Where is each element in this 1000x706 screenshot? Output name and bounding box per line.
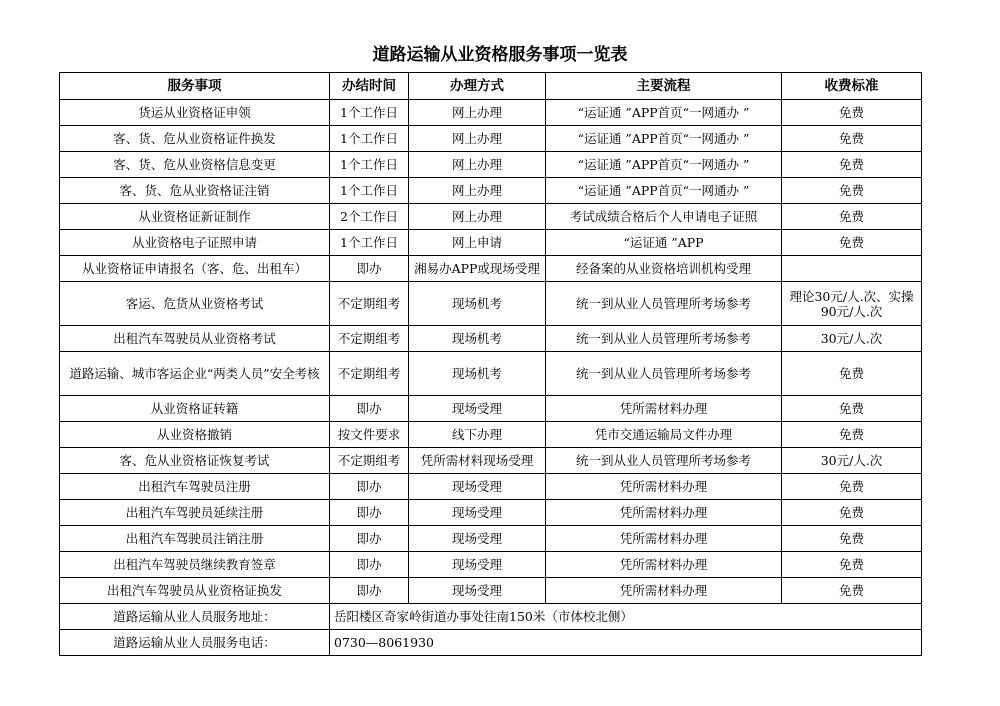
cell-process: 凭所需材料办理 xyxy=(546,578,782,604)
service-table xyxy=(59,72,922,656)
cell-fee: 30元/人.次 xyxy=(782,326,922,352)
cell-service: 出租汽车驾驶员注销注册 xyxy=(60,526,330,552)
table-row xyxy=(60,422,922,448)
cell-service: 从业资格电子证照申请 xyxy=(60,230,330,256)
cell-time: 1个工作日 xyxy=(330,178,409,204)
cell-service: 客、货、危从业资格信息变更 xyxy=(60,152,330,178)
address-value: 岳阳楼区奇家岭街道办事处往南150米（市体校北侧） xyxy=(330,604,922,630)
cell-process: 凭所需材料办理 xyxy=(546,552,782,578)
table-row xyxy=(60,552,922,578)
cell-fee: 免费 xyxy=(782,352,922,396)
cell-time: 不定期组考 xyxy=(330,282,409,326)
cell-fee: 免费 xyxy=(782,526,922,552)
cell-fee: 免费 xyxy=(782,230,922,256)
cell-service: 从业资格证转籍 xyxy=(60,396,330,422)
cell-process: 统一到从业人员管理所考场参考 xyxy=(546,448,782,474)
cell-service: 出租汽车驾驶员从业资格证换发 xyxy=(60,578,330,604)
cell-method: 现场受理 xyxy=(409,396,546,422)
cell-method: 网上办理 xyxy=(409,100,546,126)
cell-process: “运证通 ”APP首页“一网通办 ” xyxy=(546,152,782,178)
cell-method: 凭所需材料现场受理 xyxy=(409,448,546,474)
header-method: 办理方式 xyxy=(409,73,546,100)
cell-fee: 理论30元/人.次、实操90元/人.次 xyxy=(782,282,922,326)
table-row xyxy=(60,256,922,282)
cell-service: 从业资格证新证制作 xyxy=(60,204,330,230)
cell-time: 即办 xyxy=(330,526,409,552)
cell-service: 客、危从业资格证恢复考试 xyxy=(60,448,330,474)
cell-time: 不定期组考 xyxy=(330,352,409,396)
cell-fee: 免费 xyxy=(782,578,922,604)
table-row xyxy=(60,474,922,500)
cell-fee: 免费 xyxy=(782,152,922,178)
cell-service: 从业资格撤销 xyxy=(60,422,330,448)
cell-service: 出租汽车驾驶员继续教育签章 xyxy=(60,552,330,578)
table-row xyxy=(60,448,922,474)
cell-service: 货运从业资格证申领 xyxy=(60,100,330,126)
phone-row xyxy=(60,630,922,656)
cell-process: 凭所需材料办理 xyxy=(546,526,782,552)
cell-time: 按文件要求 xyxy=(330,422,409,448)
cell-service: 客、货、危从业资格证件换发 xyxy=(60,126,330,152)
cell-process: “运证通 ”APP首页“一网通办 ” xyxy=(546,126,782,152)
cell-method: 网上办理 xyxy=(409,178,546,204)
table-row xyxy=(60,326,922,352)
header-process: 主要流程 xyxy=(546,73,782,100)
table-row xyxy=(60,204,922,230)
phone-label: 道路运输从业人员服务电话： xyxy=(60,630,330,656)
cell-service: 客、货、危从业资格证注销 xyxy=(60,178,330,204)
table-row xyxy=(60,126,922,152)
cell-service: 道路运输、城市客运企业“两类人员”安全考核 xyxy=(60,352,330,396)
cell-time: 2个工作日 xyxy=(330,204,409,230)
cell-process: 统一到从业人员管理所考场参考 xyxy=(546,352,782,396)
cell-process: 经备案的从业资格培训机构受理 xyxy=(546,256,782,282)
cell-method: 现场受理 xyxy=(409,500,546,526)
cell-method: 线下办理 xyxy=(409,422,546,448)
cell-method: 现场受理 xyxy=(409,474,546,500)
cell-fee: 免费 xyxy=(782,474,922,500)
cell-time: 1个工作日 xyxy=(330,230,409,256)
cell-time: 即办 xyxy=(330,396,409,422)
cell-method: 现场机考 xyxy=(409,352,546,396)
header-service: 服务事项 xyxy=(60,73,330,100)
table-row xyxy=(60,526,922,552)
cell-service: 客运、危货从业资格考试 xyxy=(60,282,330,326)
phone-value: 0730—8061930 xyxy=(330,630,922,656)
cell-fee: 免费 xyxy=(782,178,922,204)
table-row xyxy=(60,500,922,526)
cell-method: 现场受理 xyxy=(409,578,546,604)
cell-process: “运证通 ”APP首页“一网通办 ” xyxy=(546,100,782,126)
cell-method: 现场受理 xyxy=(409,552,546,578)
cell-process: 凭所需材料办理 xyxy=(546,474,782,500)
table-row xyxy=(60,282,922,326)
cell-service: 出租汽车驾驶员从业资格考试 xyxy=(60,326,330,352)
cell-method: 现场机考 xyxy=(409,326,546,352)
cell-method: 现场机考 xyxy=(409,282,546,326)
cell-time: 即办 xyxy=(330,256,409,282)
cell-fee: 免费 xyxy=(782,422,922,448)
cell-fee: 免费 xyxy=(782,396,922,422)
cell-process: 统一到从业人员管理所考场参考 xyxy=(546,326,782,352)
cell-process: 凭所需材料办理 xyxy=(546,500,782,526)
cell-method: 网上申请 xyxy=(409,230,546,256)
cell-method: 湘易办APP或现场受理 xyxy=(409,256,546,282)
table-row xyxy=(60,152,922,178)
table-row xyxy=(60,100,922,126)
page-title: 道路运输从业资格服务事项一览表 xyxy=(372,45,628,65)
cell-method: 现场受理 xyxy=(409,526,546,552)
cell-process: “运证通 ”APP首页“一网通办 ” xyxy=(546,178,782,204)
cell-fee: 免费 xyxy=(782,100,922,126)
cell-process: 凭市交通运输局文件办理 xyxy=(546,422,782,448)
header-time: 办结时间 xyxy=(330,73,409,100)
cell-process: 统一到从业人员管理所考场参考 xyxy=(546,282,782,326)
table-row xyxy=(60,352,922,396)
cell-fee: 30元/人.次 xyxy=(782,448,922,474)
cell-fee: 免费 xyxy=(782,500,922,526)
cell-method: 网上办理 xyxy=(409,204,546,230)
header-row xyxy=(60,73,922,100)
cell-time: 即办 xyxy=(330,552,409,578)
cell-time: 即办 xyxy=(330,578,409,604)
cell-process: 凭所需材料办理 xyxy=(546,396,782,422)
cell-time: 即办 xyxy=(330,500,409,526)
cell-fee: 免费 xyxy=(782,552,922,578)
cell-fee xyxy=(782,256,922,282)
cell-time: 1个工作日 xyxy=(330,126,409,152)
table-row xyxy=(60,230,922,256)
header-fee: 收费标准 xyxy=(782,73,922,100)
cell-time: 不定期组考 xyxy=(330,448,409,474)
cell-time: 即办 xyxy=(330,474,409,500)
table-row xyxy=(60,178,922,204)
address-row xyxy=(60,604,922,630)
cell-process: “运证通 ”APP xyxy=(546,230,782,256)
address-label: 道路运输从业人员服务地址： xyxy=(60,604,330,630)
cell-time: 不定期组考 xyxy=(330,326,409,352)
cell-method: 网上办理 xyxy=(409,152,546,178)
table-row xyxy=(60,578,922,604)
table-row xyxy=(60,396,922,422)
cell-fee: 免费 xyxy=(782,126,922,152)
cell-fee: 免费 xyxy=(782,204,922,230)
cell-method: 网上办理 xyxy=(409,126,546,152)
cell-service: 从业资格证申请报名（客、危、出租车） xyxy=(60,256,330,282)
cell-time: 1个工作日 xyxy=(330,100,409,126)
cell-service: 出租汽车驾驶员延续注册 xyxy=(60,500,330,526)
cell-time: 1个工作日 xyxy=(330,152,409,178)
cell-service: 出租汽车驾驶员注册 xyxy=(60,474,330,500)
cell-process: 考试成绩合格后个人申请电子证照 xyxy=(546,204,782,230)
